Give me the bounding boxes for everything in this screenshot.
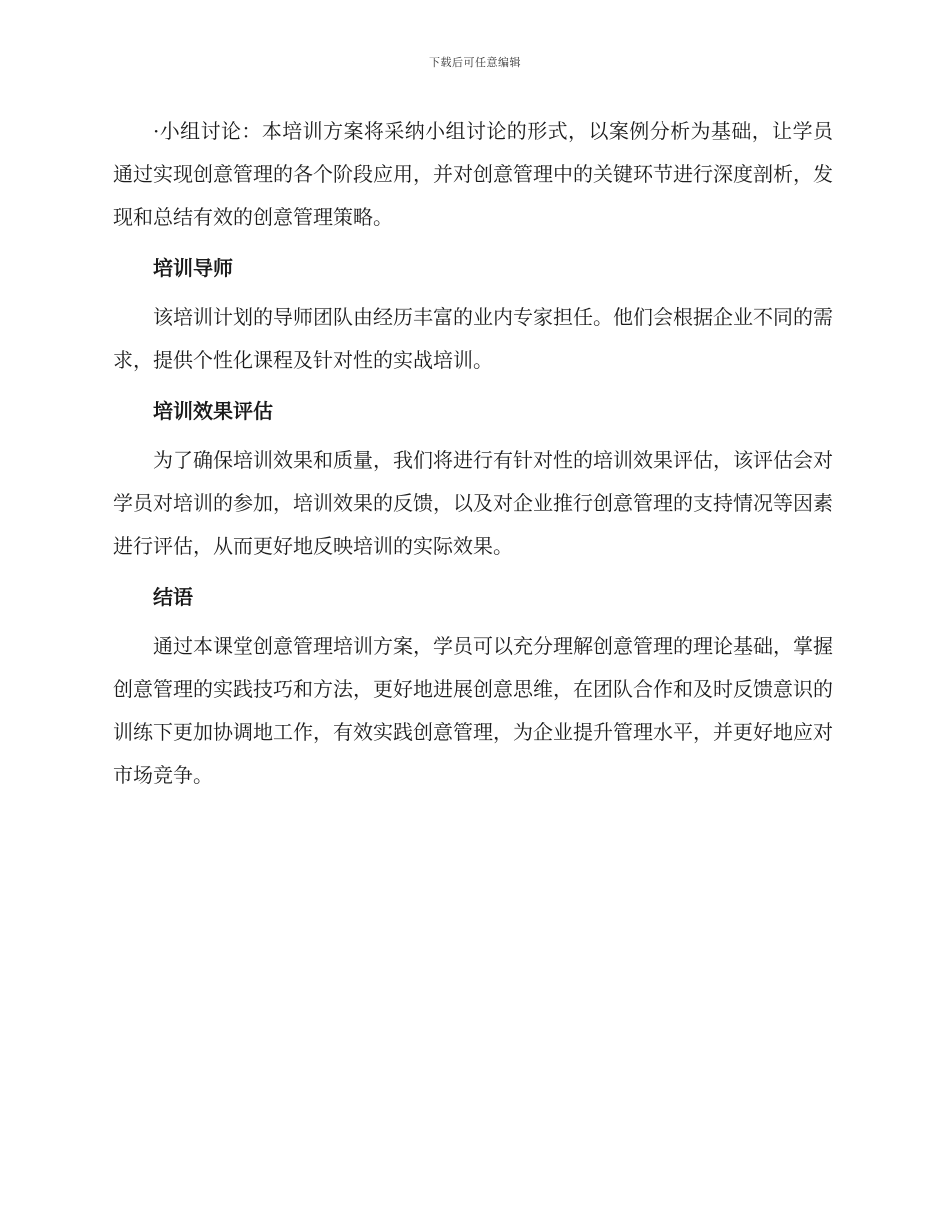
paragraph-evaluation: 为了确保培训效果和质量，我们将进行有针对性的培训效果评估，该评估会对学员对培训的参加，培训效果的反馈，以及对企业推行创意管理的支持情况等因素进行评估，从而更好地反映培训的实际效果。 [113, 448, 833, 558]
heading-trainers: 培训导师 [153, 256, 233, 280]
paragraph-conclusion: 通过本课堂创意管理培训方案，学员可以充分理解创意管理的理论基础，掌握创意管理的实践技巧和方法，更好地进展创意思维，在团队合作和及时反馈意识的训练下更加协调地工作，有效实践创意管理，为企业提升管理水平，并更好地应对市场竞争。 [113, 634, 833, 787]
document-body [113, 110, 833, 797]
paragraph-trainers: 该培训计划的导师团队由经历丰富的业内专家担任。他们会根据企业不同的需求，提供个性化课程及针对性的实战培训。 [113, 305, 833, 372]
heading-evaluation: 培训效果评估 [153, 399, 273, 423]
heading-conclusion: 结语 [153, 585, 193, 609]
paragraph-group-discussion: ·小组讨论：本培训方案将采纳小组讨论的形式，以案例分析为基础，让学员通过实现创意管理的各个阶段应用，并对创意管理中的关键环节进行深度剖析，发现和总结有效的创意管理策略。 [113, 119, 833, 229]
page-header: 下载后可任意编辑 [429, 56, 521, 69]
